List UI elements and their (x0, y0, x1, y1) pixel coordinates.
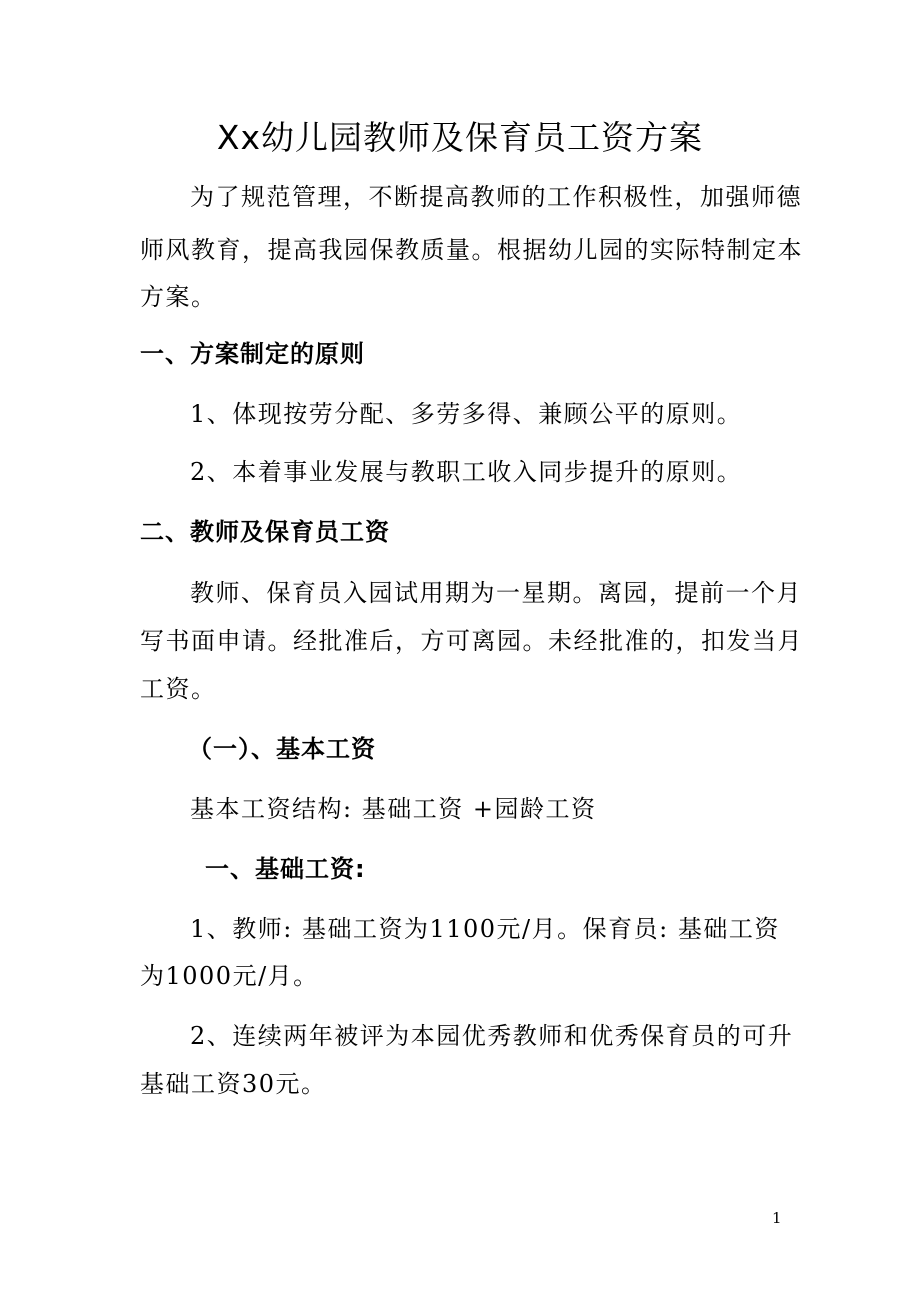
probation-line-1: 教师、保育员入园试用期为一星期。离园，提前一个月 (190, 579, 802, 607)
base-salary-item-1-line-2: 为1000元/月。 (140, 962, 319, 990)
principle-item-1: 1、体现按劳分配、多劳多得、兼顾公平的原则。 (190, 400, 743, 428)
intro-line-3: 方案。 (140, 283, 217, 311)
intro-line-2: 师风教育，提高我园保教质量。根据幼儿园的实际特制定本 (140, 236, 803, 264)
page-number: 1 (772, 1209, 782, 1227)
section-2-heading: 二、教师及保育员工资 (140, 518, 390, 546)
base-salary-item-1-line-1: 1、教师: 基础工资为1100元/月。保育员: 基础工资 (190, 915, 780, 943)
base-salary-item-2-line-2: 基础工资30元。 (140, 1070, 327, 1098)
document-title: Xx幼儿园教师及保育员工资方案 (216, 118, 704, 157)
probation-line-3: 工资。 (140, 675, 217, 703)
salary-structure-line: 基本工资结构: 基础工资 +园龄工资 (190, 795, 597, 823)
base-salary-heading: 一、基础工资: (205, 855, 366, 883)
basic-salary-heading: （一）、基本工资 (188, 735, 376, 763)
principle-item-2: 2、本着事业发展与教职工收入同步提升的原则。 (190, 458, 743, 486)
intro-line-1: 为了规范管理，不断提高教师的工作积极性，加强师德 (190, 183, 802, 211)
section-1-heading: 一、方案制定的原则 (140, 340, 365, 368)
base-salary-item-2-line-1: 2、连续两年被评为本园优秀教师和优秀保育员的可升 (190, 1022, 794, 1050)
probation-line-2: 写书面申请。经批准后，方可离园。未经批准的，扣发当月 (140, 627, 803, 655)
